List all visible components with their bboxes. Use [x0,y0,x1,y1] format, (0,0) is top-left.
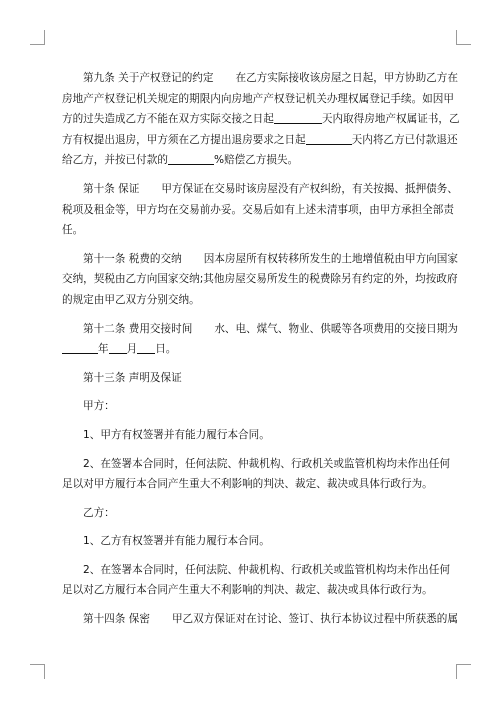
article-11-line-1: 第十一条 税费的交纳 因本房屋所有权转移所发生的土地增值税由甲方向国家 [83,252,458,265]
document-body [62,68,460,630]
article-9-title: 第九条 关于产权登记的约定 [83,72,214,84]
article-9-line-1: 第九条 关于产权登记的约定 在乙方实际接收该房屋之日起，甲方协助乙方在 [83,72,458,84]
blank-year[interactable] [62,341,98,354]
blank-days-refund[interactable] [306,132,352,145]
article-14-line-1: 第十四条 保密 甲乙双方保证对在讨论、签订、执行本协议过程中所获悉的属 [83,613,458,626]
article-9-line-4: 方有权提出退房，甲方须在乙方提出退房要求之日起 天内将乙方已付款退还 [62,133,458,146]
article-12-line-1: 第十二条 费用交接时间 水、电、煤气、物业、供暖等各项费用的交接日期为 [83,322,458,335]
corner-mark-bottom-right [456,664,471,679]
article-10-line-1: 第十条 保证 甲方保证在交易时该房屋没有产权纠纷，有关按揭、抵押债务、 [83,182,458,195]
article-10-title: 第十条 保证 [83,182,140,195]
article-14-title: 第十四条 保密 [83,613,150,626]
article-10-line-2: 税项及租金等，甲方均在交易前办妥。交易后如有上述未清事项，由甲方承担全部责 [62,203,454,216]
party-b-clause-1: 1、乙方有权签署并有能力履行本合同。 [83,535,270,548]
article-11-line-2: 交纳，契税由乙方向国家交纳;其他房屋交易所发生的税费除另有约定的外，均按政府 [62,273,458,286]
party-a-clause-2-line-2: 足以对甲方履行本合同产生重大不利影响的判决、裁定、裁决或具体行政行为。 [62,478,433,491]
corner-mark-top-left [30,30,45,45]
party-b-label: 乙方： [83,506,115,519]
blank-compensation-percent[interactable] [168,152,214,165]
article-11-title: 第十一条 税费的交纳 [83,252,182,265]
article-9-line-2: 房地产产权登记机关规定的期限内向房地产产权登记机关办理权属登记手续。如因甲 [62,92,454,105]
party-b-clause-2-line-2: 足以对乙方履行本合同产生重大不利影响的判决、裁定、裁决或具体行政行为。 [62,584,433,597]
article-11-line-3: 的规定由甲乙双方分别交纳。 [62,293,200,306]
article-12-title: 第十二条 费用交接时间 [83,322,193,335]
party-a-label: 甲方： [83,400,115,413]
article-9-line-5: 给乙方，并按已付款的 %赔偿乙方损失。 [62,154,299,167]
corner-mark-bottom-left [30,664,45,679]
blank-day[interactable] [137,341,155,354]
article-10-line-3: 任。 [62,224,84,237]
corner-mark-top-right [456,30,471,45]
article-13-title: 第十三条 声明及保证 [83,371,182,384]
party-b-clause-2-line-1: 2、在签署本合同时，任何法院、仲裁机构、行政机关或监管机构均未作出任何 [83,563,450,576]
article-12-date-line: 年 月 日。 [62,339,440,360]
party-a-clause-1: 1、甲方有权签署并有能力履行本合同。 [83,428,270,441]
article-9-line-3: 方的过失造成乙方不能在双方实际交接之日起 天内取得房地产权属证书，乙 [62,113,460,126]
blank-month[interactable] [109,341,127,354]
blank-days-certificate[interactable] [274,111,322,124]
party-a-clause-2-line-1: 2、在签署本合同时，任何法院、仲裁机构、行政机关或监管机构均未作出任何 [83,457,450,470]
